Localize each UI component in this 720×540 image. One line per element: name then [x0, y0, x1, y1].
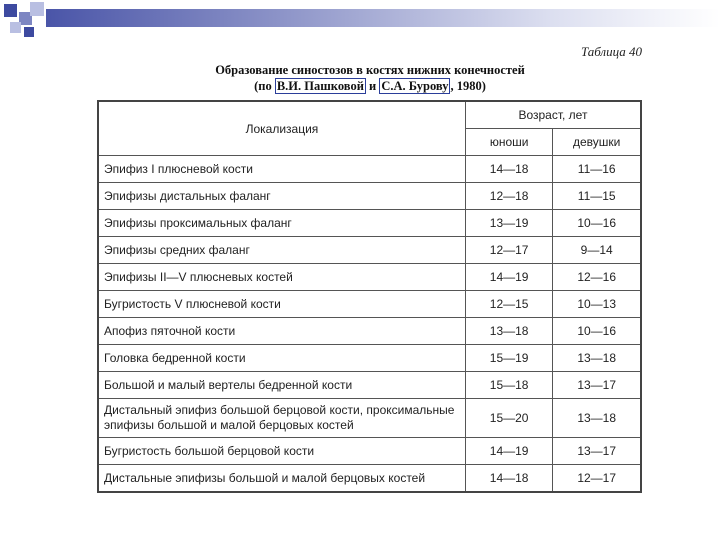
row-age-girls: 13—18 — [553, 399, 641, 438]
header-girls: девушки — [553, 129, 641, 156]
row-location: Бугристость V плюсневой кости — [98, 291, 465, 318]
row-age-girls: 10—16 — [553, 318, 641, 345]
header-boys: юноши — [465, 129, 552, 156]
row-age-boys: 14—18 — [465, 465, 552, 493]
row-age-boys: 13—18 — [465, 318, 552, 345]
row-location: Эпифиз I плюсневой кости — [98, 156, 465, 183]
table-row — [98, 264, 641, 291]
table-row — [98, 372, 641, 399]
table-body — [98, 156, 641, 493]
table-row — [98, 318, 641, 345]
row-location: Большой и малый вертелы бедренной кости — [98, 372, 465, 399]
row-age-girls: 13—17 — [553, 438, 641, 465]
author-link-pashkova[interactable]: В.И. Пашковой — [276, 79, 364, 93]
row-location: Дистальные эпифизы большой и малой берцовых костей — [98, 465, 465, 493]
row-age-boys: 14—18 — [465, 156, 552, 183]
deco-square-5 — [24, 27, 34, 37]
row-age-girls: 12—17 — [553, 465, 641, 493]
row-age-boys: 14—19 — [465, 264, 552, 291]
row-location: Эпифизы дистальных фаланг — [98, 183, 465, 210]
row-age-girls: 11—16 — [553, 156, 641, 183]
row-age-boys: 12—18 — [465, 183, 552, 210]
row-age-girls: 13—17 — [553, 372, 641, 399]
row-age-boys: 12—15 — [465, 291, 552, 318]
table-number-label: Таблица 40 — [580, 44, 642, 59]
row-age-boys: 15—20 — [465, 399, 552, 438]
row-age-girls: 9—14 — [553, 237, 641, 264]
table-row — [98, 438, 641, 465]
table-title — [150, 62, 590, 94]
table-row — [98, 399, 641, 438]
row-location: Бугристость большой берцовой кости — [98, 438, 465, 465]
row-age-girls: 12—16 — [553, 264, 641, 291]
author-link-burov[interactable]: С.А. Бурову — [381, 79, 449, 93]
deco-square-4 — [10, 22, 21, 33]
row-location: Эпифизы средних фаланг — [98, 237, 465, 264]
row-age-boys: 15—19 — [465, 345, 552, 372]
table-row — [98, 183, 641, 210]
table-row — [98, 465, 641, 493]
row-age-boys: 13—19 — [465, 210, 552, 237]
row-age-boys: 15—18 — [465, 372, 552, 399]
header-age: Возраст, лет — [465, 101, 641, 129]
table-row — [98, 156, 641, 183]
row-age-girls: 13—18 — [553, 345, 641, 372]
title-connector: и — [365, 79, 380, 93]
title-suffix: , 1980) — [450, 79, 486, 93]
header-location: Локализация — [98, 101, 465, 156]
row-age-girls: 10—16 — [553, 210, 641, 237]
deco-square-1 — [4, 4, 17, 17]
ossification-table — [97, 100, 642, 493]
row-age-boys: 14—19 — [465, 438, 552, 465]
title-prefix: (по — [254, 79, 275, 93]
row-location: Апофиз пяточной кости — [98, 318, 465, 345]
deco-square-3 — [30, 2, 44, 16]
row-age-boys: 12—17 — [465, 237, 552, 264]
table-row — [98, 291, 641, 318]
table-row — [98, 210, 641, 237]
title-line-2 — [150, 78, 590, 94]
row-location: Эпифизы II—V плюсневых костей — [98, 264, 465, 291]
table-row — [98, 345, 641, 372]
slide-decoration — [0, 0, 720, 40]
deco-gradient-bar — [46, 9, 720, 27]
row-age-girls: 11—15 — [553, 183, 641, 210]
title-line-1: Образование синостозов в костях нижних конечностей — [215, 63, 525, 77]
row-location: Дистальный эпифиз большой берцовой кости, проксимальные эпифизы большой и малой берцовых костей — [98, 399, 465, 438]
row-location: Головка бедренной кости — [98, 345, 465, 372]
row-location: Эпифизы проксимальных фаланг — [98, 210, 465, 237]
row-age-girls: 10—13 — [553, 291, 641, 318]
table-row — [98, 237, 641, 264]
